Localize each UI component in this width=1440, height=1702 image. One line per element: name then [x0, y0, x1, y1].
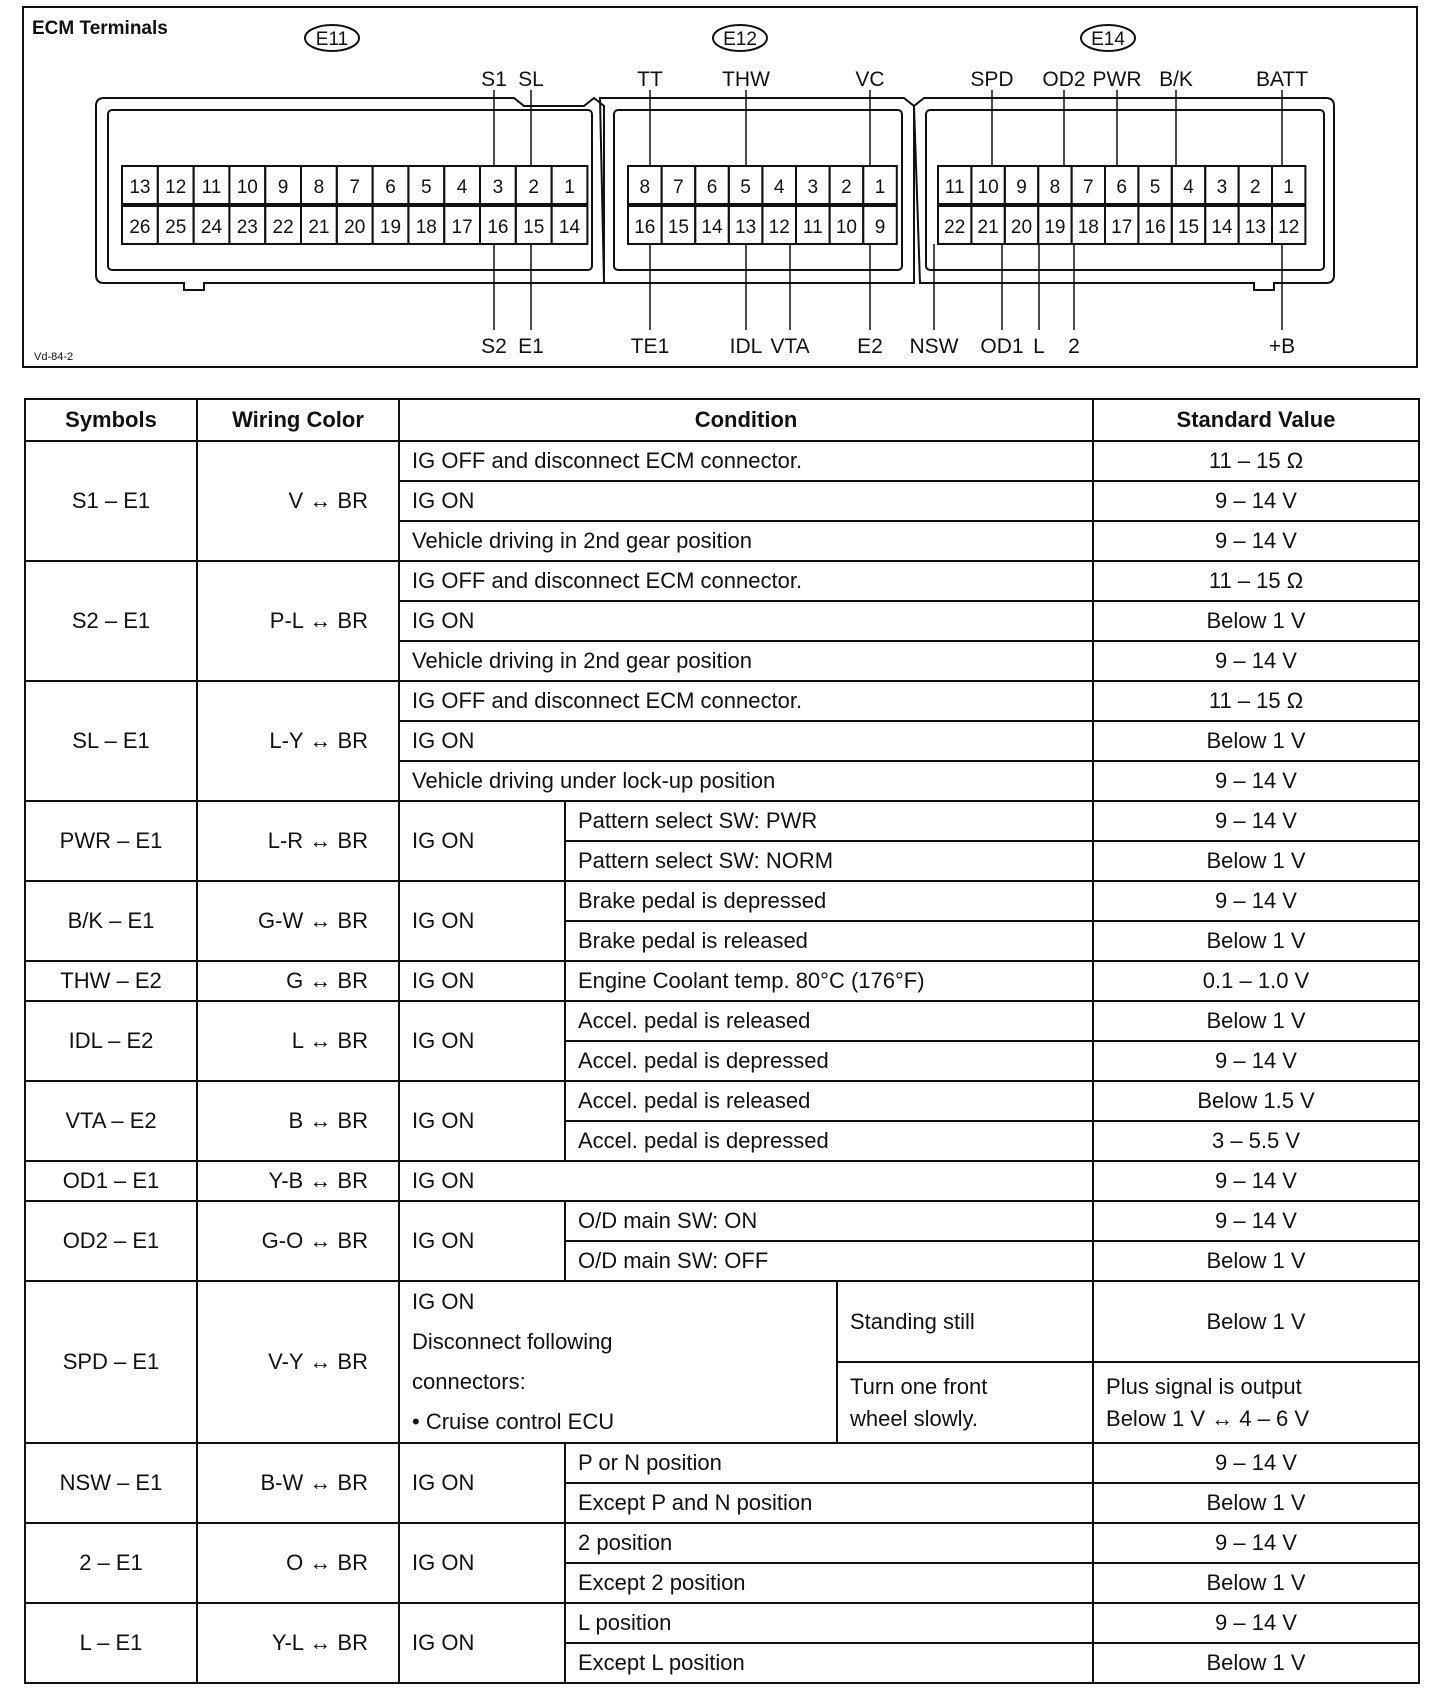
value-cell: Below 1 V	[1093, 921, 1419, 961]
wire-cell: G-W ↔ BR	[197, 881, 399, 961]
pin-number: 13	[735, 217, 757, 238]
value-cell: 9 – 14 V	[1093, 1041, 1419, 1081]
table-row	[25, 881, 1419, 921]
pin-number: 22	[944, 217, 966, 238]
label-s2: S2	[481, 335, 507, 358]
value-cell: 9 – 14 V	[1093, 881, 1419, 921]
sub-condition-cell: Except P and N position	[565, 1483, 1093, 1523]
pin-number: 16	[634, 217, 656, 238]
symbol-cell: VTA – E2	[25, 1081, 197, 1161]
label-2: 2	[1068, 335, 1080, 358]
wire-cell: V-Y ↔ BR	[197, 1281, 399, 1443]
value-cell: Below 1 V	[1093, 841, 1419, 881]
value-cell: 11 – 15 Ω	[1093, 681, 1419, 721]
condition-cell	[399, 1281, 837, 1443]
condition-cell: Vehicle driving in 2nd gear position	[399, 641, 1093, 681]
sub-condition-cell: Except L position	[565, 1643, 1093, 1683]
condition-cell: IG OFF and disconnect ECM connector.	[399, 681, 1093, 721]
pin-number: 22	[272, 217, 294, 238]
pin-number: 25	[165, 217, 187, 238]
pin-number: 11	[802, 217, 823, 238]
condition-cell: IG ON	[399, 1523, 565, 1603]
spd-sub-line: Turn one front	[850, 1373, 988, 1399]
terminal-spec-table	[24, 398, 1420, 1684]
value-cell: Below 1 V	[1093, 1241, 1419, 1281]
pin-number: 20	[1010, 217, 1033, 238]
pin-number: 11	[201, 177, 222, 198]
condition-cell: IG ON	[399, 721, 1093, 761]
pin-number: 18	[415, 217, 437, 238]
label-vc: VC	[855, 68, 885, 91]
pin-number: 3	[1216, 177, 1228, 198]
sub-condition-cell: 2 position	[565, 1523, 1093, 1563]
value-cell: 0.1 – 1.0 V	[1093, 961, 1419, 1001]
value-cell: 9 – 14 V	[1093, 1443, 1419, 1483]
pin-number: 6	[1116, 177, 1127, 198]
value-cell: 9 – 14 V	[1093, 761, 1419, 801]
wire-cell: L-R ↔ BR	[197, 801, 399, 881]
sub-condition-cell: Accel. pedal is released	[565, 1001, 1093, 1041]
condition-cell: IG ON	[399, 961, 565, 1001]
value-cell: Below 1 V	[1093, 1281, 1419, 1362]
label-thw: THW	[722, 68, 770, 91]
sub-condition-cell: Brake pedal is released	[565, 921, 1093, 961]
e11-pin-grid	[122, 166, 587, 244]
wire-cell: P-L ↔ BR	[197, 561, 399, 681]
header-standard-value: Standard Value	[1093, 399, 1419, 441]
label-e2: E2	[857, 335, 883, 358]
pin-number: 4	[1183, 177, 1194, 198]
wire-cell: O ↔ BR	[197, 1523, 399, 1603]
label-tt: TT	[637, 68, 663, 91]
pin-number: 21	[977, 217, 999, 238]
value-cell: 9 – 14 V	[1093, 521, 1419, 561]
label-s1: S1	[481, 68, 507, 91]
wire-cell: G-O ↔ BR	[197, 1201, 399, 1281]
sub-condition-cell: P or N position	[565, 1443, 1093, 1483]
table-row	[25, 1281, 1419, 1362]
condition-cell: IG OFF and disconnect ECM connector.	[399, 561, 1093, 601]
spd-value-line: Plus signal is output	[1106, 1373, 1302, 1399]
pin-number: 4	[456, 177, 468, 198]
pin-number: 24	[200, 217, 223, 238]
table-row	[25, 1201, 1419, 1241]
pin-number: 18	[1077, 217, 1099, 238]
pin-number: 3	[492, 177, 504, 198]
symbol-cell: 2 – E1	[25, 1523, 197, 1603]
condition-cell: Vehicle driving under lock-up position	[399, 761, 1093, 801]
wire-cell: L-Y ↔ BR	[197, 681, 399, 801]
sub-condition-cell: Brake pedal is depressed	[565, 881, 1093, 921]
ecm-terminal-diagram	[22, 6, 1418, 368]
pin-number: 8	[639, 177, 651, 198]
table-row	[25, 801, 1419, 841]
pin-number: 1	[1283, 177, 1294, 198]
connector-name-e11: E11	[315, 29, 349, 50]
label-plus-b: +B	[1268, 335, 1296, 358]
pin-number: 15	[523, 217, 545, 238]
sub-condition-cell: O/D main SW: OFF	[565, 1241, 1093, 1281]
value-cell: 9 – 14 V	[1093, 1603, 1419, 1643]
pin-number: 7	[673, 177, 684, 198]
pin-number: 8	[313, 177, 325, 198]
pin-number: 7	[349, 177, 360, 198]
label-od2: OD2	[1042, 68, 1086, 91]
wire-cell: G ↔ BR	[197, 961, 399, 1001]
table-row	[25, 1001, 1419, 1041]
condition-cell: Vehicle driving in 2nd gear position	[399, 521, 1093, 561]
label-od1: OD1	[980, 335, 1024, 358]
pin-number: 16	[1144, 217, 1166, 238]
symbol-cell: IDL – E2	[25, 1001, 197, 1081]
label-idl: IDL	[729, 335, 763, 358]
sub-condition-cell: Accel. pedal is depressed	[565, 1121, 1093, 1161]
pin-number: 14	[558, 217, 581, 238]
label-te1: TE1	[630, 335, 670, 358]
pin-number: 5	[740, 177, 751, 198]
sub-condition-cell: L position	[565, 1603, 1093, 1643]
sub-condition-cell: O/D main SW: ON	[565, 1201, 1093, 1241]
pin-number: 10	[835, 217, 857, 238]
symbol-cell: OD1 – E1	[25, 1161, 197, 1201]
e14-pin-grid	[938, 166, 1305, 244]
table-row	[25, 961, 1419, 1001]
pin-number: 9	[874, 217, 886, 238]
sub-condition-cell: Pattern select SW: NORM	[565, 841, 1093, 881]
symbol-cell: OD2 – E1	[25, 1201, 197, 1281]
spd-condition-line: IG ON	[412, 1289, 475, 1314]
value-cell: Below 1 V	[1093, 1483, 1419, 1523]
value-cell: Below 1 V	[1093, 1563, 1419, 1603]
symbol-cell: SL – E1	[25, 681, 197, 801]
sub-condition-cell	[837, 1362, 1093, 1443]
pin-number: 19	[379, 217, 402, 238]
pin-number: 2	[528, 177, 539, 198]
value-cell: 3 – 5.5 V	[1093, 1121, 1419, 1161]
sub-condition-cell: Engine Coolant temp. 80°C (176°F)	[565, 961, 1093, 1001]
connector-drawing	[24, 8, 1420, 370]
pin-number: 13	[1244, 217, 1266, 238]
spd-condition-line: Disconnect following	[412, 1329, 613, 1354]
table-row	[25, 1523, 1419, 1563]
table-row	[25, 1443, 1419, 1483]
wire-cell: Y-B ↔ BR	[197, 1161, 399, 1201]
pin-number: 5	[421, 177, 432, 198]
sub-condition-cell: Standing still	[837, 1281, 1093, 1362]
label-sl: SL	[518, 68, 544, 91]
value-cell: Below 1 V	[1093, 601, 1419, 641]
e12-pin-grid	[628, 166, 897, 244]
label-spd: SPD	[970, 68, 1014, 91]
spd-sub-line: wheel slowly.	[850, 1405, 978, 1431]
pin-number: 17	[451, 217, 473, 238]
symbol-cell: NSW – E1	[25, 1443, 197, 1523]
spd-condition-line: • Cruise control ECU	[412, 1409, 615, 1434]
condition-cell: IG ON	[399, 1443, 565, 1523]
value-cell: Below 1 V	[1093, 1643, 1419, 1683]
value-cell: 11 – 15 Ω	[1093, 561, 1419, 601]
symbol-cell: SPD – E1	[25, 1281, 197, 1443]
pin-number: 19	[1044, 217, 1066, 238]
pin-number: 5	[1149, 177, 1161, 198]
sub-condition-cell: Accel. pedal is released	[565, 1081, 1093, 1121]
pin-number: 6	[706, 177, 718, 198]
pin-number: 1	[874, 177, 886, 198]
sub-condition-cell: Accel. pedal is depressed	[565, 1041, 1093, 1081]
symbol-cell: S2 – E1	[25, 561, 197, 681]
value-cell: 9 – 14 V	[1093, 641, 1419, 681]
label-vta: VTA	[770, 335, 810, 358]
condition-cell: IG ON	[399, 881, 565, 961]
pin-number: 14	[1211, 217, 1233, 238]
pin-number: 7	[1083, 177, 1094, 198]
diagram-title: ECM Terminals	[32, 18, 168, 39]
condition-cell: IG OFF and disconnect ECM connector.	[399, 441, 1093, 481]
label-pwr: PWR	[1092, 68, 1142, 91]
value-cell: 9 – 14 V	[1093, 481, 1419, 521]
pin-number: 16	[487, 217, 509, 238]
pin-number: 2	[1250, 177, 1261, 198]
spd-condition-line: connectors:	[412, 1369, 526, 1394]
value-cell	[1093, 1362, 1419, 1443]
symbol-cell: THW – E2	[25, 961, 197, 1001]
value-cell: 9 – 14 V	[1093, 801, 1419, 841]
table-row	[25, 1081, 1419, 1121]
pin-number: 14	[701, 217, 723, 238]
symbol-cell: S1 – E1	[25, 441, 197, 561]
condition-cell: IG ON	[399, 601, 1093, 641]
table-row	[25, 441, 1419, 481]
value-cell: 11 – 15 Ω	[1093, 441, 1419, 481]
diagram-code: Vd-84-2	[34, 351, 74, 363]
label-nsw: NSW	[909, 335, 959, 358]
wire-cell: L ↔ BR	[197, 1001, 399, 1081]
value-cell: 9 – 14 V	[1093, 1523, 1419, 1563]
label-l: L	[1033, 335, 1045, 358]
pin-number: 12	[165, 177, 187, 198]
wire-cell: V ↔ BR	[197, 441, 399, 561]
pin-number: 23	[236, 217, 258, 238]
pin-number: 21	[308, 217, 330, 238]
pin-number: 6	[385, 177, 396, 198]
pin-number: 11	[944, 177, 965, 198]
pin-number: 20	[344, 217, 366, 238]
pin-number: 2	[841, 177, 852, 198]
label-e1: E1	[518, 335, 544, 358]
table-row	[25, 1603, 1419, 1643]
value-cell: Below 1.5 V	[1093, 1081, 1419, 1121]
pin-number: 15	[1177, 217, 1200, 238]
symbol-cell: PWR – E1	[25, 801, 197, 881]
wire-cell: B-W ↔ BR	[197, 1443, 399, 1523]
label-bk: B/K	[1159, 68, 1193, 91]
pin-number: 9	[277, 177, 289, 198]
pin-number: 10	[236, 177, 258, 198]
condition-cell: IG ON	[399, 1201, 565, 1281]
pin-number: 15	[667, 217, 689, 238]
condition-cell: IG ON	[399, 481, 1093, 521]
condition-cell: IG ON	[399, 1081, 565, 1161]
value-cell: 9 – 14 V	[1093, 1161, 1419, 1201]
sub-condition-cell: Except 2 position	[565, 1563, 1093, 1603]
wire-cell: Y-L ↔ BR	[197, 1603, 399, 1683]
symbol-cell: L – E1	[25, 1603, 197, 1683]
pin-number: 17	[1111, 217, 1133, 238]
pin-number: 12	[1278, 217, 1300, 238]
pin-number: 4	[773, 177, 785, 198]
header-wiring-color: Wiring Color	[197, 399, 399, 441]
value-cell: Below 1 V	[1093, 721, 1419, 761]
pin-number: 3	[807, 177, 819, 198]
label-batt: BATT	[1255, 68, 1309, 91]
condition-cell: IG ON	[399, 1603, 565, 1683]
condition-cell: IG ON	[399, 801, 565, 881]
pin-number: 13	[129, 177, 151, 198]
value-cell: 9 – 14 V	[1093, 1201, 1419, 1241]
table-row	[25, 561, 1419, 601]
header-symbols: Symbols	[25, 399, 197, 441]
pin-number: 1	[564, 177, 575, 198]
pin-number: 26	[129, 217, 151, 238]
sub-condition-cell: Pattern select SW: PWR	[565, 801, 1093, 841]
condition-cell: IG ON	[399, 1161, 1093, 1201]
spd-value-line: Below 1 V ↔ 4 – 6 V	[1106, 1405, 1310, 1431]
pin-number: 9	[1016, 177, 1027, 198]
wire-cell: B ↔ BR	[197, 1081, 399, 1161]
table-header-row	[25, 399, 1419, 441]
table-row	[25, 1161, 1419, 1201]
pin-number: 8	[1049, 177, 1061, 198]
condition-cell: IG ON	[399, 1001, 565, 1081]
table-row	[25, 681, 1419, 721]
pin-number: 10	[977, 177, 999, 198]
connector-name-e14: E14	[1091, 29, 1125, 50]
pin-number: 12	[768, 217, 790, 238]
value-cell: Below 1 V	[1093, 1001, 1419, 1041]
header-condition: Condition	[399, 399, 1093, 441]
symbol-cell: B/K – E1	[25, 881, 197, 961]
connector-name-e12: E12	[723, 29, 757, 50]
